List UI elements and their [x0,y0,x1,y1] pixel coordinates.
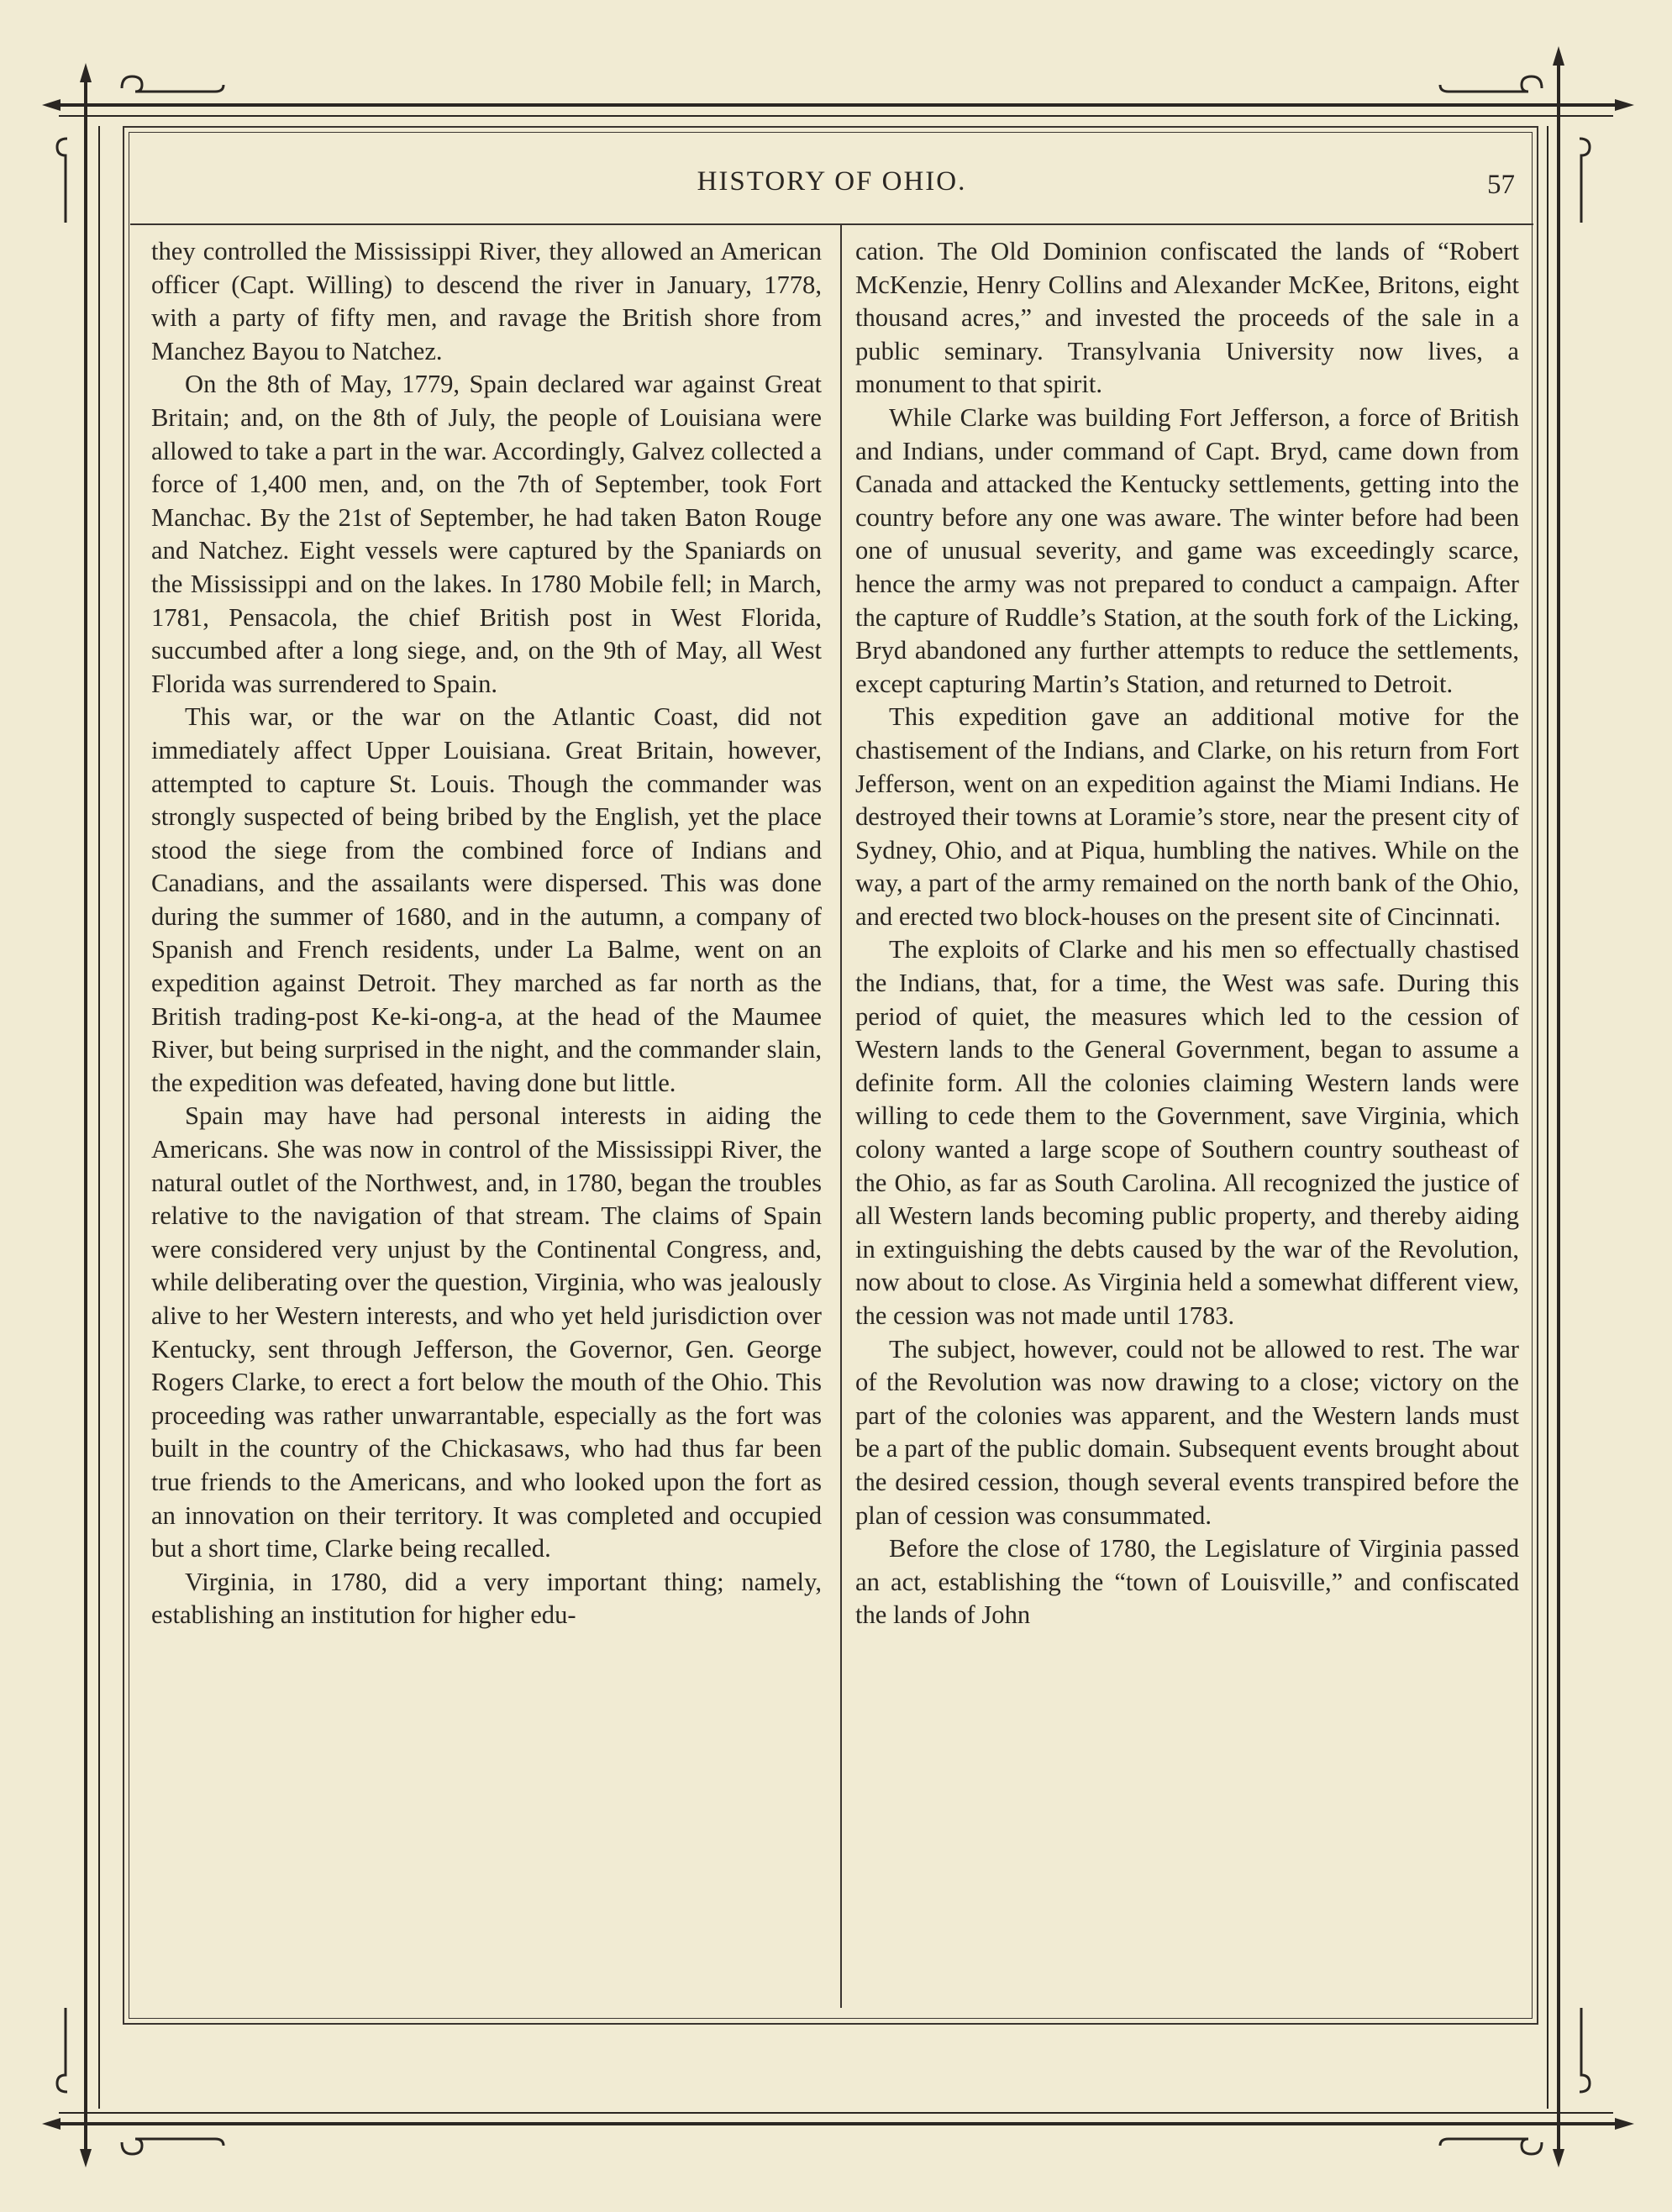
paragraph: This expedition gave an additional motive for the chastisement of the Indians, and Clarke, on his return from Fort Jefferson, went on an expedition against the Miami Indians. He destroyed their towns at Loramie’s store, near the present city of Sydney, Ohio, and at Piqua, humbling the natives. While on the way, a part of the army remained on the north bank of the Ohio, and erected two block-houses on the present site of Cincinnati. [855,702,1519,931]
paragraph: they controlled the Mississippi River, they allowed an American officer (Capt. Willing) to descend the river in January, 1778, with a party of fifty men, and ravage the British shore from Manchez Bayou to Natchez. [151,237,822,365]
running-head [130,165,1533,225]
paragraph: This war, or the war on the Atlantic Coast, did not immediately affect Upper Louisiana. Great Britain, however, attempted to capture St. Louis. Though the commander was strongly suspected of being bribed by the English, yet the place stood the siege from the combined force of Indians and Canadians, and the assailants were dispersed. This was done during the summer of 1680, and in the autumn, a company of Spanish and French residents, under La Balme, went on an expedition against Detroit. They marched as far north as the British trading-post Ke-ki-ong-a, at the head of the Maumee River, but being surprised in the night, and the commander slain, the expedition was defeated, having done but little. [151,702,822,1097]
paragraph: cation. The Old Dominion confiscated the lands of “Robert McKenzie, Henry Collins and Alexander McKee, Britons, eight thousand acres,” and invested the proceeds of the sale in a public seminary. Transylvania University now lives, a monument to that spirit. [855,237,1519,399]
paragraph: Virginia, in 1780, did a very important thing; namely, establishing an institution for higher edu- [151,1567,822,1630]
paragraph: While Clarke was building Fort Jefferson, a force of British and Indians, under command of Capt. Bryd, came down from Canada and attacked the Kentucky settlements, getting into the country before any one was aware. The winter before had been one of unusual severity, and game was exceedingly scarce, hence the army was not prepared to conduct a campaign. After the capture of Ruddle’s Station, at the south fork of the Licking, Bryd abandoned any further attempts to reduce the settlements, except capturing Martin’s Station, and returned to Detroit. [855,402,1519,698]
paragraph: Before the close of 1780, the Legislature of Virginia passed an act, establishing the “town of Louisville,” and confiscated the lands of John [855,1534,1519,1630]
left-column [151,235,822,2016]
column-divider [840,225,842,2008]
paragraph: The subject, however, could not be allowed to rest. The war of the Revolution was now drawing to a close; victory on the part of the colonies was apparent, and the Western lands must be a part of the public domain. Subsequent events brought about the desired cession, though several events transpired before the plan of cession was consummated. [855,1334,1519,1530]
right-column [855,235,1519,2016]
paragraph: On the 8th of May, 1779, Spain declared war against Great Britain; and, on the 8th of July, the people of Louisiana were allowed to take a part in the war. Accordingly, Galvez collected a force of 1,400 men, and, on the 7th of September, took Fort Manchac. By the 21st of September, he had taken Baton Rouge and Natchez. Eight vessels were captured by the Spaniards on the Mississippi and on the lakes. In 1780 Mobile fell; in March, 1781, Pensacola, the chief British post in West Florida, succumbed after a long siege, and, on the 9th of May, all West Florida was surrendered to Spain. [151,370,822,698]
paragraph: The exploits of Clarke and his men so effectually chastised the Indians, that, for a time, the West was safe. During this period of quiet, the measures which led to the cession of Western lands to the General Government, began to assume a definite form. All the colonies claiming Western lands were willing to cede them to the Government, save Virginia, which colony wanted a large scope of Southern country southeast of the Ohio, as far as South Carolina. All recognized the justice of all Western lands becoming public property, and thereby aiding in extinguishing the debts caused by the war of the Revolution, now about to close. As Virginia held a somewhat different view, the cession was not made until 1783. [855,935,1519,1330]
paragraph: Spain may have had personal interests in aiding the Americans. She was now in control of the Mississippi River, the natural outlet of the Northwest, and, in 1780, began the troubles relative to the navigation of that stream. The claims of Spain were considered very unjust by the Continental Congress, and, while deliberating over the question, Virginia, who was jealously alive to her Western interests, and who yet held jurisdiction over Kentucky, sent through Jefferson, the Governor, Gen. George Rogers Clarke, to erect a fort below the mouth of the Ohio. This proceeding was rather unwarrantable, especially as the fort was built in the country of the Chickasaws, who had thus far been true friends to the Americans, and who looked upon the fort as an innovation on their territory. It was completed and occupied but a short time, Clarke being recalled. [151,1101,822,1563]
running-title: HISTORY OF OHIO. [697,166,967,197]
page-number: 57 [1487,170,1515,200]
